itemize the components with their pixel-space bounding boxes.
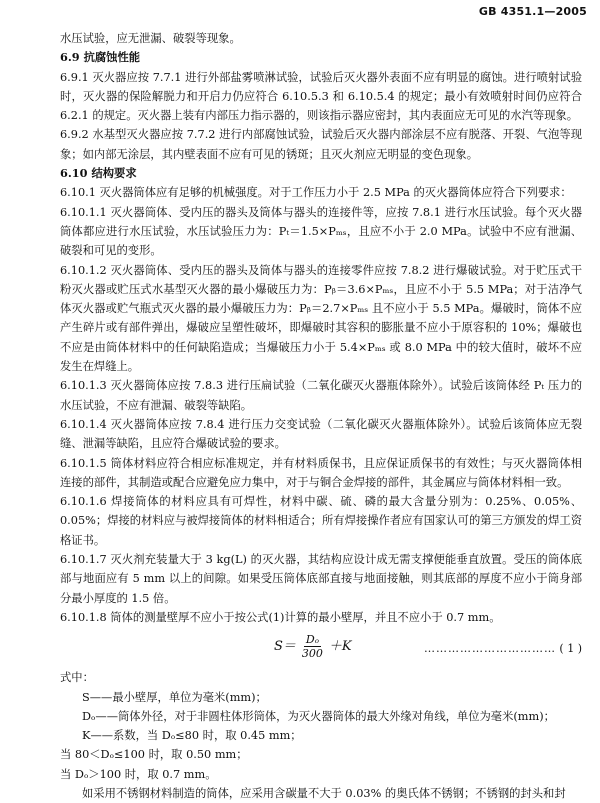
formula-rhs: ＋K [328,639,352,655]
heading-6-10: 6.10 结构要求 [60,166,137,181]
formula-leader-dots: …………………………… [424,642,556,656]
clause-6-10-1-1: 6.10.1.1 灭火器筒体、受内压的器头及筒体与器头的连接件等，应按 7.8.1 进行水压试验。每个灭火器筒体都应进行水压试验，水压试验压力为：Pₜ＝1.5×Pₘₛ，且应不小于 2.0 MPa。试验中不应有泄漏、破裂和可见的变形。 [60,205,582,258]
definition-item: S——最小壁厚，单位为毫米(mm)； [82,690,267,704]
definition-item: K——系数，当 Dₒ≤80 时，取 0.45 mm； [82,729,302,743]
definition-sub-item: 当 80＜Dₒ≤100 时，取 0.50 mm； [60,748,248,762]
closing-paragraph: 如采用不锈钢材料制造的筒体，应采用含碳量不大于 0.03% 的奥氏体不锈钢；不锈钢的封头和封 [82,786,566,800]
clause-6-10-1-2: 6.10.1.2 灭火器筒体、受内压的器头及筒体与器头的连接零件应按 7.8.2 进行爆破试验。对于贮压式干粉灭火器或贮压式水基型灭火器的最小爆破压力为：Pᵦ＝3.6×Pₘₛ，且应不小于 5.5 MPa；对于洁净气体灭火器或贮气瓶式灭火器的最小爆破压力为：Pᵦ＝2.7×Pₘₛ 且不应小于 5.5 MPa。爆破时，筒体不应产生碎片或有部件弹出，爆破应呈塑性破坏，即爆破时其容积的膨胀量不应小于原容积的 10%；爆破也不应是由筒体材料中的任何缺陷造成；当爆破压力小于 5.4×Pₘₛ 或 8.0 MPa 中的较大值时，破坏不应发生在焊缝上。 [60,263,582,374]
clause-6-10-1-3: 6.10.1.3 灭火器筒体应按 7.8.3 进行压扁试验（二氧化碳灭火器瓶体除外）。试验后该筒体经 Pₜ 压力的水压试验，不应有泄漏、破裂等缺陷。 [60,379,582,412]
clause-6-10-1-6: 6.10.1.6 焊接筒体的材料应具有可焊性，材料中碳、硫、磷的最大含量分别为：0.25%、0.05%、0.05%；焊接的材料应与被焊接筒体的材料相适合；所有焊接操作者应有国家认可的第三方颁发的焊工资格证书。 [60,495,582,547]
document-body [60,29,582,803]
formula-fraction [302,633,323,660]
definition-item: Dₒ——筒体外径，对于非圆柱体形筒体，为灭火器筒体的最大外缘对角线，单位为毫米(mm)； [82,709,555,723]
clause-6-10-1-4: 6.10.1.4 灭火器筒体应按 7.8.4 进行压力交变试验（二氧化碳灭火器瓶体除外）。试验后该筒体应无裂缝、泄漏等缺陷，且应符合爆破试验的要求。 [60,417,582,451]
clause-6-9-2: 6.9.2 水基型灭火器应按 7.7.2 进行内部腐蚀试验，试验后灭火器内部涂层不应有脱落、开裂、气泡等现象；如内部无涂层，其内壁表面不应有可见的锈斑；且灭火剂应无明显的变色现象。 [60,128,582,161]
formula-denominator: 300 [301,647,323,661]
clause-6-10-1-7: 6.10.1.7 灭火剂充装量大于 3 kg(L) 的灭火器，其结构应设计成无需支撑便能垂直放置。受压的筒体底部与地面应有 5 mm 以上的间隙。如果受压筒体底部直接与地面接触，则其底部的厚度不应小于筒身部分最小厚度的 1.5 倍。 [60,553,582,605]
clause-6-10-1: 6.10.1 灭火器筒体应有足够的机械强度。对于工作压力小于 2.5 MPa 的灭火器筒体应符合下列要求： [60,186,572,200]
formula-numerator: Dₒ [305,633,319,647]
heading-6-9: 6.9 抗腐蚀性能 [60,50,141,65]
definition-sub-item: 当 Dₒ＞100 时，取 0.7 mm。 [60,767,217,781]
formula-lhs: S＝ [274,639,296,655]
clause-6-10-1-5: 6.10.1.5 筒体材料应符合相应标准规定，并有材料质保书，且应保证质保书的有效性；与灭火器筒体相连接的部件，其制造或配合应避免应力集中，对于与铜合金焊接的部件，其金属应与筒体材料相一致。 [60,456,582,489]
standard-number: GB 4351.1—2005 [478,5,587,18]
clause-6-10-1-8: 6.10.1.8 筒体的测量壁厚不应小于按公式(1)计算的最小壁厚，并且不应小于 0.7 mm。 [60,610,501,624]
para-continuation: 水压试验，应无泄漏、破裂等现象。 [60,32,241,45]
formula-number: ( 1 ) [559,642,582,656]
formula-1 [60,628,582,668]
definitions-intro: 式中： [60,671,94,685]
clause-6-9-1: 6.9.1 灭火器应按 7.7.1 进行外部盐雾喷淋试验，试验后灭火器外表面不应有明显的腐蚀。进行喷射试验时，灭火器的保险解脱力和开启力仍应符合 6.10.5.3 和 6.10.5.4 的规定；最小有效喷射时间仍应符合 6.2.1 的规定。灭火器上装有内部压力指示器的，则该指示器应密封，其内表面应无可见的水汽等现象。 [60,70,582,123]
formula-expression [274,633,352,660]
symbol-definitions [60,668,582,803]
